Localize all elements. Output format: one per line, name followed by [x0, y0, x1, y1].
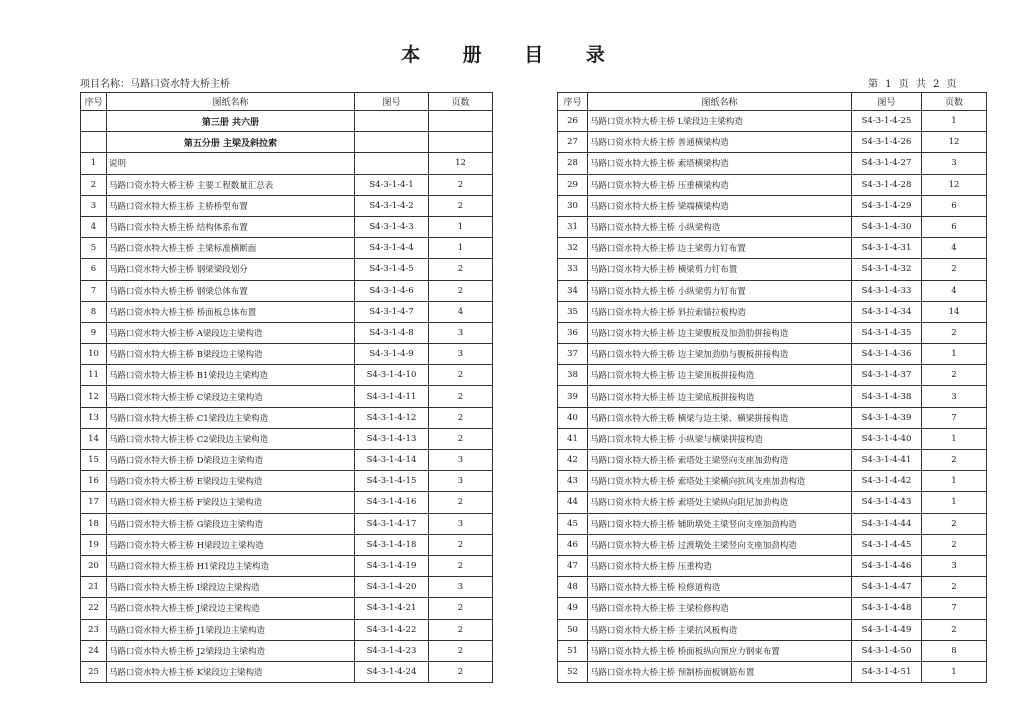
drawing-name: 马路口资水特大桥主桥 普通横梁构造: [588, 132, 852, 153]
table-row: [558, 153, 987, 174]
section-row: [81, 132, 493, 153]
table-row: [558, 450, 987, 471]
drawing-code: S4-3-1-4-35: [852, 322, 922, 343]
page-count: 1: [429, 238, 493, 259]
drawing-name: 马路口资水特大桥主桥 G梁段边主梁构造: [107, 513, 355, 534]
drawing-name: 马路口资水特大桥主桥 F梁段边主梁构造: [107, 492, 355, 513]
row-number: 49: [558, 598, 588, 619]
drawing-name: 马路口资水特大桥主桥 横梁与边主梁、横梁拼接构造: [588, 407, 852, 428]
page-count: 2: [429, 428, 493, 449]
drawing-name: 马路口资水特大桥主桥 C1梁段边主梁构造: [107, 407, 355, 428]
drawing-code: S4-3-1-4-50: [852, 640, 922, 661]
page-count: 2: [429, 534, 493, 555]
drawing-name: 马路口资水特大桥主桥 主桥桥型布置: [107, 195, 355, 216]
drawing-name: 马路口资水特大桥主桥 斜拉索锚拉板构造: [588, 301, 852, 322]
drawing-name: 马路口资水特大桥主桥 过渡墩处主梁竖向支座加劲构造: [588, 534, 852, 555]
drawing-code: S4-3-1-4-20: [355, 577, 429, 598]
table-row: [558, 322, 987, 343]
section-title: 第三册 共六册: [107, 111, 355, 132]
drawing-code: S4-3-1-4-29: [852, 195, 922, 216]
row-number: 27: [558, 132, 588, 153]
toc-table-right: [557, 92, 987, 683]
page-count: 4: [922, 238, 987, 259]
page-count: 2: [429, 195, 493, 216]
row-number: 25: [81, 661, 107, 682]
page-count: 3: [429, 344, 493, 365]
page-count: 14: [922, 301, 987, 322]
drawing-name: 马路口资水特大桥主桥 边主梁顶板拼接构造: [588, 365, 852, 386]
table-row: [81, 280, 493, 301]
row-number: 28: [558, 153, 588, 174]
row-number: 21: [81, 577, 107, 598]
row-number: 38: [558, 365, 588, 386]
table-row: [558, 513, 987, 534]
table-row: [81, 492, 493, 513]
row-number: 7: [81, 280, 107, 301]
table-row: [81, 259, 493, 280]
header-no: 序号: [81, 93, 107, 111]
row-number: 16: [81, 471, 107, 492]
page-count: 3: [922, 555, 987, 576]
section-title: 第五分册 主梁及斜拉索: [107, 132, 355, 153]
drawing-name: 马路口资水特大桥主桥 索塔处主梁纵向阻尼加劲构造: [588, 492, 852, 513]
table-row: [558, 259, 987, 280]
page-count: 2: [429, 619, 493, 640]
drawing-name: 说明: [107, 153, 355, 174]
table-row: [558, 280, 987, 301]
row-number: 40: [558, 407, 588, 428]
row-number: 3: [81, 195, 107, 216]
row-number: 8: [81, 301, 107, 322]
row-number: 32: [558, 238, 588, 259]
table-row: [558, 492, 987, 513]
drawing-name: 马路口资水特大桥主桥 索塔处主梁横向抗风支座加劲构造: [588, 471, 852, 492]
page-count: 4: [922, 280, 987, 301]
table-row: [558, 661, 987, 682]
table-row: [81, 534, 493, 555]
row-number: 22: [81, 598, 107, 619]
page-count: 1: [922, 471, 987, 492]
drawing-name: 马路口资水特大桥主桥 预制桥面板钢筋布置: [588, 661, 852, 682]
page-count: 3: [429, 450, 493, 471]
page-count: 1: [922, 661, 987, 682]
table-row: [558, 344, 987, 365]
row-number: 52: [558, 661, 588, 682]
header-pages: 页数: [922, 93, 987, 111]
toc-table-left: [80, 92, 493, 683]
row-number: 20: [81, 555, 107, 576]
row-number: 24: [81, 640, 107, 661]
drawing-name: 马路口资水特大桥主桥 主梁抗风板构造: [588, 619, 852, 640]
page-count: 3: [429, 471, 493, 492]
drawing-code: S4-3-1-4-23: [355, 640, 429, 661]
row-number: 5: [81, 238, 107, 259]
drawing-name: 马路口资水特大桥主桥 J1梁段边主梁构造: [107, 619, 355, 640]
header-code: 图号: [355, 93, 429, 111]
row-number: 34: [558, 280, 588, 301]
section-row: [81, 111, 493, 132]
drawing-name: 马路口资水特大桥主桥 压重构造: [588, 555, 852, 576]
page-count: 3: [429, 513, 493, 534]
table-row: [81, 216, 493, 237]
table-row: [558, 471, 987, 492]
drawing-code: S4-3-1-4-38: [852, 386, 922, 407]
page-count: 3: [429, 577, 493, 598]
page-count: 1: [922, 492, 987, 513]
drawing-name: 马路口资水特大桥主桥 辅助墩处主梁竖向支座加劲构造: [588, 513, 852, 534]
row-number: 46: [558, 534, 588, 555]
row-number: 30: [558, 195, 588, 216]
page-count: 2: [922, 513, 987, 534]
page-count: 7: [922, 598, 987, 619]
page-count: 1: [922, 428, 987, 449]
drawing-code: S4-3-1-4-12: [355, 407, 429, 428]
table-row: [558, 174, 987, 195]
page-count: 12: [922, 132, 987, 153]
row-number: 19: [81, 534, 107, 555]
drawing-name: 马路口资水特大桥主桥 D梁段边主梁构造: [107, 450, 355, 471]
table-row: [558, 365, 987, 386]
drawing-name: 马路口资水特大桥主桥 J梁段边主梁构造: [107, 598, 355, 619]
drawing-name: 马路口资水特大桥主桥 主梁标准横断面: [107, 238, 355, 259]
drawing-name: 马路口资水特大桥主桥 索塔处主梁竖向支座加劲构造: [588, 450, 852, 471]
table-row: [558, 407, 987, 428]
drawing-code: S4-3-1-4-27: [852, 153, 922, 174]
table-row: [81, 195, 493, 216]
drawing-code: S4-3-1-4-8: [355, 322, 429, 343]
row-number: 33: [558, 259, 588, 280]
table-row: [81, 513, 493, 534]
drawing-code: S4-3-1-4-4: [355, 238, 429, 259]
row-number: 10: [81, 344, 107, 365]
drawing-name: 马路口资水特大桥主桥 小纵梁剪力钉布置: [588, 280, 852, 301]
drawing-name: 马路口资水特大桥主桥 K梁段边主梁构造: [107, 661, 355, 682]
drawing-code: S4-3-1-4-2: [355, 195, 429, 216]
table-header: [558, 93, 987, 111]
drawing-code: S4-3-1-4-21: [355, 598, 429, 619]
table-row: [558, 132, 987, 153]
page-count: 7: [922, 407, 987, 428]
row-number: 48: [558, 577, 588, 598]
drawing-name: 马路口资水特大桥主桥 检修道构造: [588, 577, 852, 598]
drawing-code: S4-3-1-4-45: [852, 534, 922, 555]
page-count: 6: [922, 195, 987, 216]
drawing-code: S4-3-1-4-31: [852, 238, 922, 259]
table-row: [81, 598, 493, 619]
row-number: 29: [558, 174, 588, 195]
row-number: 44: [558, 492, 588, 513]
drawing-code: S4-3-1-4-18: [355, 534, 429, 555]
page-count: 2: [922, 619, 987, 640]
drawing-name: 马路口资水特大桥主桥 结构体系布置: [107, 216, 355, 237]
row-number: 35: [558, 301, 588, 322]
page-count: 3: [429, 322, 493, 343]
page-count: 2: [922, 534, 987, 555]
drawing-code: S4-3-1-4-32: [852, 259, 922, 280]
drawing-code: S4-3-1-4-44: [852, 513, 922, 534]
drawing-code: S4-3-1-4-26: [852, 132, 922, 153]
table-row: [81, 619, 493, 640]
header-no: 序号: [558, 93, 588, 111]
drawing-code: S4-3-1-4-33: [852, 280, 922, 301]
row-number: 23: [81, 619, 107, 640]
drawing-code: S4-3-1-4-36: [852, 344, 922, 365]
page-count: 1: [922, 111, 987, 132]
table-row: [81, 555, 493, 576]
page-count: 8: [922, 640, 987, 661]
drawing-code: S4-3-1-4-42: [852, 471, 922, 492]
page-count: 12: [922, 174, 987, 195]
table-row: [81, 407, 493, 428]
page-count: 2: [922, 365, 987, 386]
drawing-name: 马路口资水特大桥主桥 H梁段边主梁构造: [107, 534, 355, 555]
row-number: 14: [81, 428, 107, 449]
page-count: 2: [429, 365, 493, 386]
table-row: [81, 450, 493, 471]
drawing-name: 马路口资水特大桥主桥 I梁段边主梁构造: [107, 577, 355, 598]
row-number: 2: [81, 174, 107, 195]
drawing-name: 马路口资水特大桥主桥 桥面板总体布置: [107, 301, 355, 322]
drawing-code: [355, 153, 429, 174]
drawing-name: 马路口资水特大桥主桥 H1梁段边主梁构造: [107, 555, 355, 576]
row-number: 4: [81, 216, 107, 237]
drawing-name: 马路口资水特大桥主桥 压重横梁构造: [588, 174, 852, 195]
drawing-code: S4-3-1-4-25: [852, 111, 922, 132]
page-count: 1: [922, 344, 987, 365]
page-count: 3: [922, 153, 987, 174]
row-number: 41: [558, 428, 588, 449]
drawing-name: 马路口资水特大桥主桥 B梁段边主梁构造: [107, 344, 355, 365]
drawing-code: S4-3-1-4-9: [355, 344, 429, 365]
table-row: [81, 640, 493, 661]
page-count: 2: [429, 174, 493, 195]
drawing-code: S4-3-1-4-3: [355, 216, 429, 237]
table-row: [558, 216, 987, 237]
drawing-code: S4-3-1-4-6: [355, 280, 429, 301]
drawing-code: S4-3-1-4-30: [852, 216, 922, 237]
row-number: 36: [558, 322, 588, 343]
row-number: 18: [81, 513, 107, 534]
row-number: 37: [558, 344, 588, 365]
page-count: 2: [429, 280, 493, 301]
page-count: 2: [429, 386, 493, 407]
drawing-name: 马路口资水特大桥主桥 钢梁梁段划分: [107, 259, 355, 280]
table-row: [81, 428, 493, 449]
drawing-code: S4-3-1-4-17: [355, 513, 429, 534]
page-count: 2: [429, 555, 493, 576]
row-number: 51: [558, 640, 588, 661]
table-row: [558, 428, 987, 449]
header-code: 图号: [852, 93, 922, 111]
drawing-code: S4-3-1-4-10: [355, 365, 429, 386]
page-count: 2: [429, 661, 493, 682]
table-row: [558, 555, 987, 576]
drawing-code: S4-3-1-4-28: [852, 174, 922, 195]
page-count: 2: [922, 259, 987, 280]
page-count: 2: [429, 598, 493, 619]
page-count: 2: [429, 259, 493, 280]
drawing-code: S4-3-1-4-14: [355, 450, 429, 471]
page-count: 2: [429, 640, 493, 661]
row-number: 15: [81, 450, 107, 471]
table-row: [558, 640, 987, 661]
table-row: [558, 386, 987, 407]
table-row: [558, 577, 987, 598]
row-number: 47: [558, 555, 588, 576]
row-number: 45: [558, 513, 588, 534]
drawing-code: S4-3-1-4-46: [852, 555, 922, 576]
drawing-code: S4-3-1-4-47: [852, 577, 922, 598]
table-row: [81, 301, 493, 322]
table-row: [558, 301, 987, 322]
drawing-code: S4-3-1-4-5: [355, 259, 429, 280]
page-count: 2: [922, 450, 987, 471]
drawing-code: S4-3-1-4-37: [852, 365, 922, 386]
drawing-code: S4-3-1-4-22: [355, 619, 429, 640]
drawing-code: S4-3-1-4-43: [852, 492, 922, 513]
drawing-name: 马路口资水特大桥主桥 索塔横梁构造: [588, 153, 852, 174]
table-row: [558, 598, 987, 619]
row-number: 9: [81, 322, 107, 343]
page-title: 本 册 目 录: [401, 44, 623, 66]
table-row: [81, 471, 493, 492]
table-row: [81, 386, 493, 407]
drawing-code: S4-3-1-4-41: [852, 450, 922, 471]
page-count: 12: [429, 153, 493, 174]
row-number: 12: [81, 386, 107, 407]
row-number: 39: [558, 386, 588, 407]
drawing-code: S4-3-1-4-24: [355, 661, 429, 682]
drawing-name: 马路口资水特大桥主桥 小纵梁构造: [588, 216, 852, 237]
drawing-name: 马路口资水特大桥主桥 J2梁段边主梁构造: [107, 640, 355, 661]
drawing-name: 马路口资水特大桥主桥 小纵梁与横梁拼接构造: [588, 428, 852, 449]
page-count: 6: [922, 216, 987, 237]
drawing-code: S4-3-1-4-34: [852, 301, 922, 322]
drawing-name: 马路口资水特大桥主桥 横梁剪力钉布置: [588, 259, 852, 280]
row-number: 42: [558, 450, 588, 471]
drawing-name: 马路口资水特大桥主桥 边主梁腹板及加劲肋拼接构造: [588, 322, 852, 343]
drawing-code: S4-3-1-4-19: [355, 555, 429, 576]
drawing-code: S4-3-1-4-39: [852, 407, 922, 428]
table-row: [81, 344, 493, 365]
table-row: [81, 153, 493, 174]
table-row: [81, 577, 493, 598]
page-count: 2: [922, 577, 987, 598]
header-name: 图纸名称: [107, 93, 355, 111]
drawing-code: S4-3-1-4-49: [852, 619, 922, 640]
drawing-name: 马路口资水特大桥主桥 A梁段边主梁构造: [107, 322, 355, 343]
header-pages: 页数: [429, 93, 493, 111]
drawing-code: S4-3-1-4-16: [355, 492, 429, 513]
page-count: 2: [429, 492, 493, 513]
table-header: [81, 93, 493, 111]
page-count: 4: [429, 301, 493, 322]
table-row: [81, 322, 493, 343]
drawing-code: S4-3-1-4-51: [852, 661, 922, 682]
table-row: [81, 238, 493, 259]
drawing-name: 马路口资水特大桥主桥 L梁段边主梁构造: [588, 111, 852, 132]
row-number: 1: [81, 153, 107, 174]
table-row: [558, 619, 987, 640]
drawing-name: 马路口资水特大桥主桥 边主梁剪力钉布置: [588, 238, 852, 259]
drawing-name: 马路口资水特大桥主桥 钢梁总体布置: [107, 280, 355, 301]
page-count: 2: [429, 407, 493, 428]
table-row: [558, 238, 987, 259]
drawing-code: S4-3-1-4-40: [852, 428, 922, 449]
drawing-code: S4-3-1-4-7: [355, 301, 429, 322]
table-row: [558, 111, 987, 132]
row-number: 50: [558, 619, 588, 640]
row-number: 13: [81, 407, 107, 428]
table-row: [558, 195, 987, 216]
page-count: 1: [429, 216, 493, 237]
table-row: [81, 661, 493, 682]
drawing-name: 马路口资水特大桥主桥 桥面板纵向预应力钢束布置: [588, 640, 852, 661]
drawing-name: 马路口资水特大桥主桥 边主梁底板拼接构造: [588, 386, 852, 407]
drawing-code: S4-3-1-4-11: [355, 386, 429, 407]
drawing-name: 马路口资水特大桥主桥 C2梁段边主梁构造: [107, 428, 355, 449]
drawing-code: S4-3-1-4-15: [355, 471, 429, 492]
drawing-name: 马路口资水特大桥主桥 B1梁段边主梁构造: [107, 365, 355, 386]
page-count: 3: [922, 386, 987, 407]
drawing-name: 马路口资水特大桥主桥 边主梁加劲肋与腹板拼接构造: [588, 344, 852, 365]
drawing-name: 马路口资水特大桥主桥 主梁检修构造: [588, 598, 852, 619]
drawing-name: 马路口资水特大桥主桥 梁端横梁构造: [588, 195, 852, 216]
drawing-code: S4-3-1-4-13: [355, 428, 429, 449]
row-number: 26: [558, 111, 588, 132]
row-number: 17: [81, 492, 107, 513]
table-row: [558, 534, 987, 555]
drawing-name: 马路口资水特大桥主桥 C梁段边主梁构造: [107, 386, 355, 407]
drawing-code: S4-3-1-4-48: [852, 598, 922, 619]
page-number: 第 1 页 共 2 页: [868, 79, 959, 90]
table-row: [81, 174, 493, 195]
project-name: 项目名称：马路口资水特大桥主桥: [80, 79, 230, 90]
row-number: 43: [558, 471, 588, 492]
page-count: 2: [922, 322, 987, 343]
header-name: 图纸名称: [588, 93, 852, 111]
row-number: 31: [558, 216, 588, 237]
row-number: 6: [81, 259, 107, 280]
drawing-code: S4-3-1-4-1: [355, 174, 429, 195]
row-number: 11: [81, 365, 107, 386]
drawing-name: 马路口资水特大桥主桥 主要工程数量汇总表: [107, 174, 355, 195]
table-row: [81, 365, 493, 386]
drawing-name: 马路口资水特大桥主桥 E梁段边主梁构造: [107, 471, 355, 492]
